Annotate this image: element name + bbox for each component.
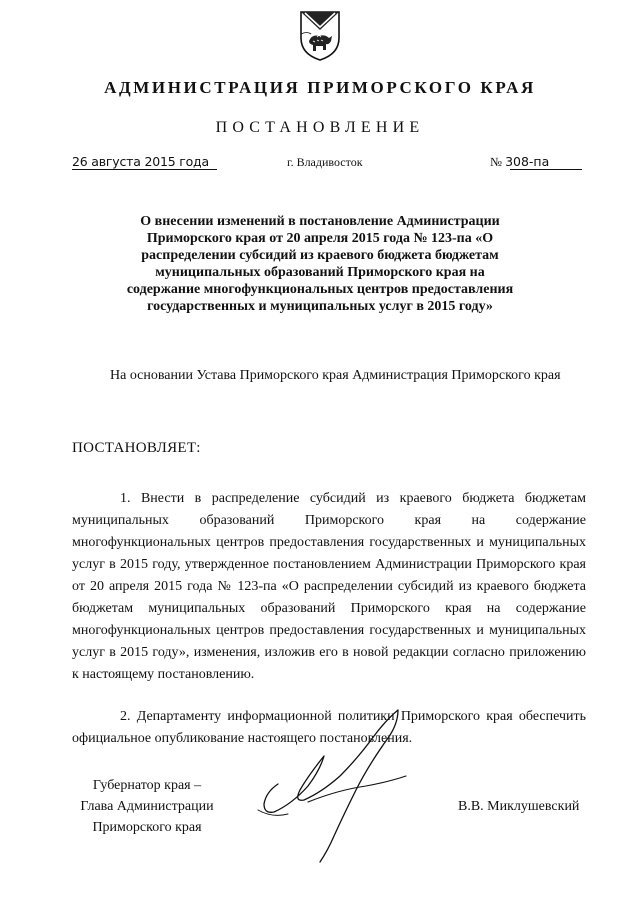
organization-name: АДМИНИСТРАЦИЯ ПРИМОРСКОГО КРАЯ <box>104 78 536 97</box>
signatory-name: В.В. Миклушевский <box>458 799 580 814</box>
item-1-paragraph: 1. Внести в распределение субсидий из краевого бюджета бюджетам муниципальных образований Приморского края на содержание многофункциональных центров предоставления государственных и муниципальных услуг в 2015 году, утвержденное постановлением Администрации Приморского края от 20 апреля 2015 года № 123-па «О распределении субсидий из краевого бюджета бюджетам муниципальных образований Приморского края на содержание многофункциональных центров предоставления государственных и муниципальных услуг в 2015 году», изменения, изложив его в новой редакции согласно приложению к настоящему постановлению. <box>72 491 586 682</box>
item-2-paragraph: 2. Департаменту информационной политики Приморского края обеспечить официальное опубликование настоящего постановления. <box>72 709 586 746</box>
basis-paragraph: На основании Устава Приморского края Администрация Приморского края <box>110 368 561 383</box>
date-underline <box>72 169 217 170</box>
number-underline <box>510 169 582 170</box>
document-number <box>490 154 549 170</box>
document-number-label: № <box>490 155 502 169</box>
decree-heading: ПОСТАНОВЛЯЕТ: <box>72 440 201 456</box>
signatory-title-line-1: Губернатор края – <box>92 778 202 793</box>
signatory-title-line-3: Приморского края <box>92 820 202 835</box>
signatory-title <box>72 775 222 838</box>
signatory-title-line-2: Глава Администрации <box>80 799 214 814</box>
handwritten-signature-icon <box>248 706 418 866</box>
document-title: О внесении изменений в постановление Администрации Приморского края от 20 апреля 2015 года № 123-па «О распределении субсидий из краевого бюджета бюджетам муниципальных образований Приморского края на содержание многофункциональных центров предоставления государственных и муниципальных услуг в 2015 году» <box>126 214 514 314</box>
document-number-value: 308-па <box>505 154 550 169</box>
document-date <box>72 154 209 169</box>
document-city: г. Владивосток <box>287 155 363 169</box>
coat-of-arms-icon <box>299 10 341 62</box>
document-date-text: 26 августа 2015 года <box>72 154 209 169</box>
document-type: ПОСТАНОВЛЕНИЕ <box>215 119 425 136</box>
